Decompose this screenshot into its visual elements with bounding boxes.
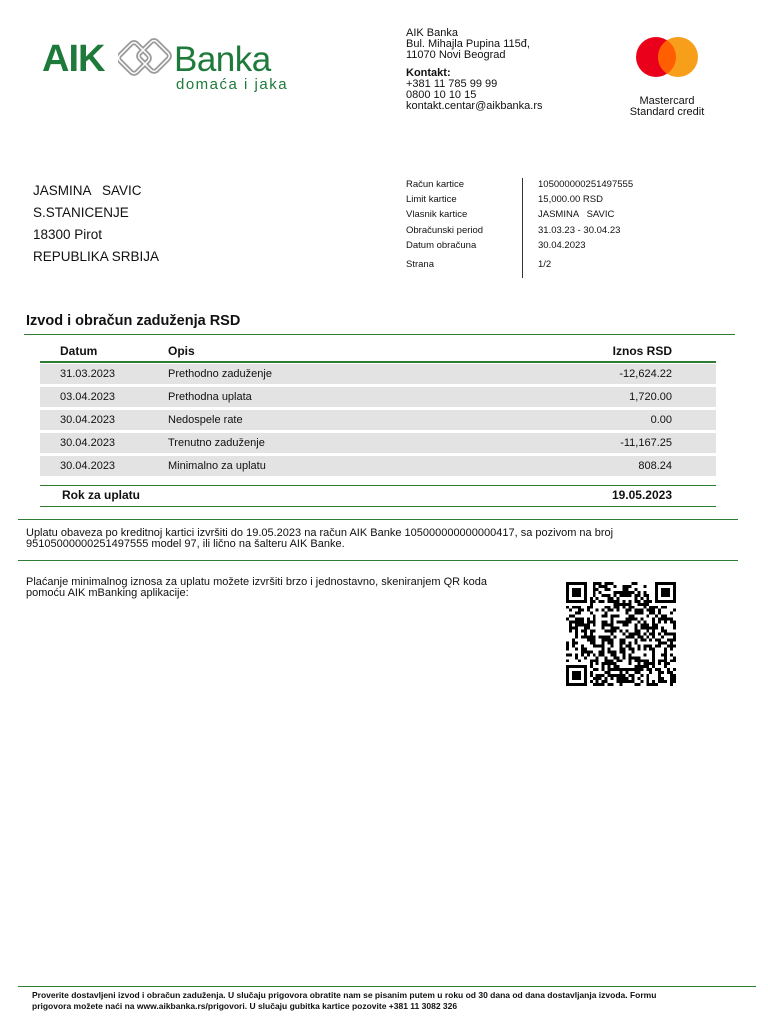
mastercard-logo-icon <box>632 34 702 80</box>
logo-aik-text: AIK <box>42 38 105 80</box>
card-detail-value: 31.03.23 - 30.04.23 <box>538 225 621 236</box>
recipient-name: JASMINA SAVIC <box>33 183 142 198</box>
bank-name: AIK Banka <box>406 27 458 39</box>
recipient-country: REPUBLIKA SRBIJA <box>33 249 160 264</box>
table-row <box>40 433 716 453</box>
payment-note-line1: Uplatu obaveza po kreditnoj kartici izvršiti do 19.05.2023 na račun AIK Banke 105000000000000417, sa pozivom na broj <box>26 527 614 539</box>
card-detail-value: 30.04.2023 <box>538 240 586 251</box>
cell-date: 30.04.2023 <box>60 460 116 472</box>
cell-amount: -12,624.22 <box>619 368 672 380</box>
footer-line2: prigovora možete naći na www.aikbanka.rs/prigovori. U slučaju gubitka kartice pozovite +381 11 3082 326 <box>32 1001 458 1011</box>
cell-amount: 1,720.00 <box>629 391 672 403</box>
bank-phone2: 0800 10 10 15 <box>406 89 477 101</box>
divider <box>24 334 735 335</box>
chain-links-icon <box>118 38 172 76</box>
cell-description: Minimalno za uplatu <box>168 460 266 472</box>
cell-description: Prethodna uplata <box>168 391 252 403</box>
qr-note-line1: Plaćanje minimalnog iznosa za uplatu možete izvršiti brzo i jednostavno, skeniranjem QR koda <box>26 576 488 588</box>
recipient-city: 18300 Pirot <box>33 227 103 242</box>
column-header-date: Datum <box>60 344 98 358</box>
bank-phone1: +381 11 785 99 99 <box>406 78 498 90</box>
bank-address-line2: 11070 Novi Beograd <box>406 49 506 61</box>
footer-rule <box>18 986 756 987</box>
divider <box>18 560 738 561</box>
card-detail-label: Obračunski period <box>406 225 484 236</box>
cell-amount: 808.24 <box>638 460 672 472</box>
logo-tagline: domaća i jaka <box>176 76 289 93</box>
recipient-street: S.STANICENJE <box>33 205 129 220</box>
column-header-amount: Iznos RSD <box>612 344 672 358</box>
cell-description: Nedospele rate <box>168 414 243 426</box>
card-detail-value: 1/2 <box>538 259 552 270</box>
cell-amount: -11,167.25 <box>620 437 672 449</box>
bank-address-line1: Bul. Mihajla Pupina 115đ, <box>406 38 530 50</box>
cell-date: 30.04.2023 <box>60 437 116 449</box>
card-brand-type: Standard credit <box>629 106 705 118</box>
card-details-divider <box>522 178 523 278</box>
qr-note-line2: pomoću AIK mBanking aplikacije: <box>26 587 189 599</box>
table-row <box>40 364 716 384</box>
recipient-address <box>33 180 159 268</box>
cell-date: 31.03.2023 <box>60 368 116 380</box>
payment-instructions <box>26 528 726 550</box>
mastercard-block <box>622 34 712 124</box>
cell-date: 30.04.2023 <box>60 414 116 426</box>
card-detail-value: 15,000.00 RSD <box>538 194 603 205</box>
logo-banka-text: Banka <box>174 40 271 79</box>
bank-email: kontakt.centar@aikbanka.rs <box>406 100 543 112</box>
qr-code-icon <box>566 582 676 686</box>
card-detail-label: Limit kartice <box>406 194 457 205</box>
qr-instructions <box>26 577 546 599</box>
cell-description: Prethodno zaduženje <box>168 368 272 380</box>
due-date-row <box>40 485 716 505</box>
due-date: 19.05.2023 <box>611 488 672 502</box>
card-detail-value: JASMINA SAVIC <box>538 209 615 220</box>
cell-amount: 0.00 <box>650 414 672 426</box>
table-row <box>40 410 716 430</box>
card-detail-label: Datum obračuna <box>406 240 477 251</box>
footer-notice <box>32 990 742 1012</box>
table-row <box>40 387 716 407</box>
qr-modules <box>566 582 676 686</box>
card-detail-label: Vlasnik kartice <box>406 209 468 220</box>
due-label: Rok za uplatu <box>62 488 141 502</box>
card-detail-label: Strana <box>406 259 434 270</box>
table-row <box>40 456 716 476</box>
bank-contact-block <box>406 28 543 112</box>
payment-note-line2: 95105000000251497555 model 97, ili lično na šalteru AIK Banke. <box>26 538 345 550</box>
statement-title: Izvod i obračun zaduženja RSD <box>26 313 241 329</box>
footer-line1: Proverite dostavljeni izvod i obračun zaduženja. U slučaju prigovora obratite nam se pisanim putem u roku od 30 dana od dana dostavljanja izvoda. Formu <box>32 990 657 1000</box>
card-detail-value: 105000000251497555 <box>538 179 634 190</box>
card-detail-label: Račun kartice <box>406 179 465 190</box>
card-brand-name: Mastercard <box>639 95 695 107</box>
cell-description: Trenutno zaduženje <box>168 437 265 449</box>
column-header-description: Opis <box>168 344 195 358</box>
bank-logo <box>42 36 302 96</box>
divider <box>18 519 738 520</box>
contact-label: Kontakt: <box>406 67 451 79</box>
due-rule-bottom <box>40 506 716 507</box>
header-rule <box>40 361 716 363</box>
cell-date: 03.04.2023 <box>60 391 116 403</box>
